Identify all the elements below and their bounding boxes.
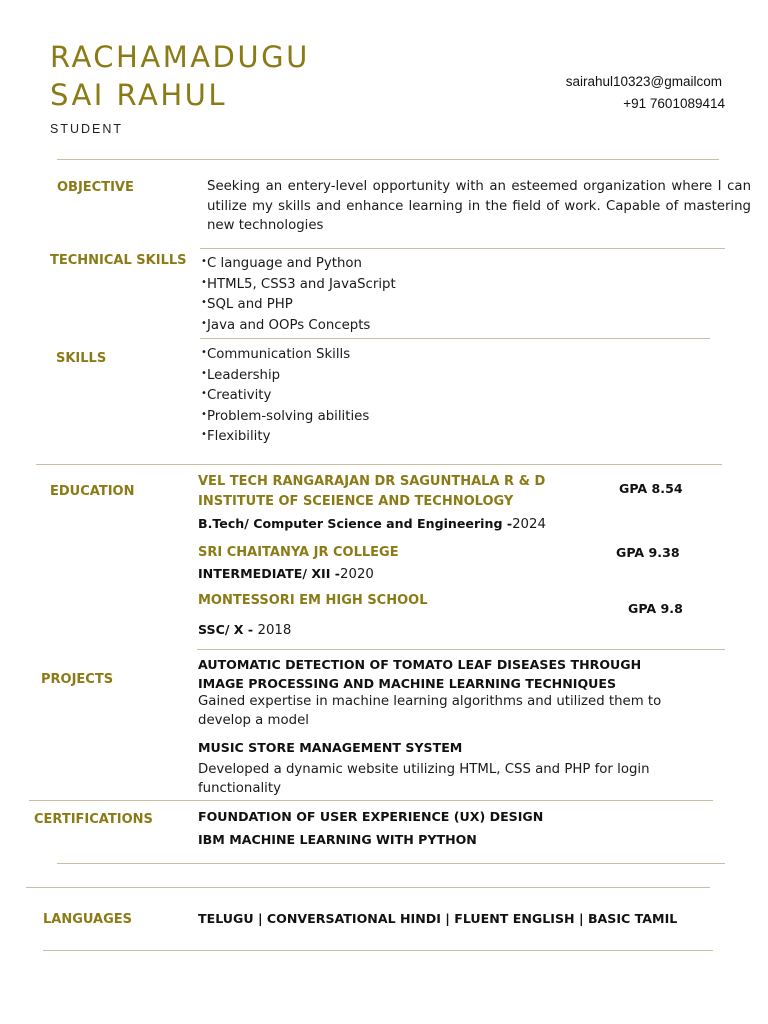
divider xyxy=(26,887,710,888)
project-desc-line: functionality xyxy=(198,781,281,796)
section-title-certifications: CERTIFICATIONS xyxy=(34,812,153,827)
section-title-technical-skills: TECHNICAL SKILLS xyxy=(50,253,187,268)
institution-name xyxy=(198,472,545,512)
project-title xyxy=(198,655,641,693)
list-item: • Java and OOPs Concepts xyxy=(201,316,396,337)
institution-line: INSTITUTE OF SCEIENCE AND TECHNOLOGY xyxy=(198,494,514,509)
project-desc-line: Gained expertise in machine learning algorithms and utilized them to xyxy=(198,694,662,709)
skills-list xyxy=(201,345,369,448)
certification-item: IBM MACHINE LEARNING WITH PYTHON xyxy=(198,832,477,847)
list-item: • Leadership xyxy=(201,366,369,387)
divider xyxy=(57,863,725,864)
list-item: • HTML5, CSS3 and JavaScript xyxy=(201,275,396,296)
divider xyxy=(36,464,722,465)
divider xyxy=(43,950,713,951)
institution-name: SRI CHAITANYA JR COLLEGE xyxy=(198,545,399,560)
project-description xyxy=(198,692,661,730)
degree-year: 2024 xyxy=(512,517,546,532)
languages-list: TELUGU | CONVERSATIONAL HINDI | FLUENT ENGLISH | BASIC TAMIL xyxy=(198,911,678,926)
list-item: • SQL and PHP xyxy=(201,295,396,316)
gpa-value: GPA 9.38 xyxy=(616,545,680,560)
list-item: • Creativity xyxy=(201,386,369,407)
divider xyxy=(29,800,713,801)
list-item: • Communication Skills xyxy=(201,345,369,366)
name-line-1: RACHAMADUGU xyxy=(50,40,310,74)
gpa-value: GPA 8.54 xyxy=(619,481,683,496)
institution-line: VEL TECH RANGARAJAN DR SAGUNTHALA R & D xyxy=(198,474,546,489)
project-title-line: IMAGE PROCESSING AND MACHINE LEARNING TECHNIQUES xyxy=(198,676,617,691)
divider xyxy=(197,649,725,650)
section-title-languages: LANGUAGES xyxy=(43,912,133,927)
email[interactable]: sairahul10323@gmailcom xyxy=(565,74,722,89)
degree xyxy=(198,516,546,532)
project-desc-line: Developed a dynamic website utilizing HTML, CSS and PHP for login xyxy=(198,762,650,777)
project-desc-line: develop a model xyxy=(198,713,309,728)
degree xyxy=(198,622,291,638)
divider xyxy=(57,159,719,160)
name-line-2: SAI RAHUL xyxy=(50,78,228,112)
degree-name: B.Tech/ Computer Science and Engineering - xyxy=(198,516,513,531)
institution-name: MONTESSORI EM HIGH SCHOOL xyxy=(198,593,428,608)
project-description xyxy=(198,760,650,798)
divider xyxy=(200,248,725,249)
degree-name: INTERMEDIATE/ XII - xyxy=(198,566,341,581)
project-title-line: AUTOMATIC DETECTION OF TOMATO LEAF DISEASES THROUGH xyxy=(198,657,642,672)
degree-name: SSC/ X - xyxy=(198,622,258,637)
role-title: STUDENT xyxy=(50,122,124,136)
degree xyxy=(198,566,374,582)
degree-year: 2018 xyxy=(257,623,292,638)
list-item: • Flexibility xyxy=(201,427,369,448)
list-item: • C language and Python xyxy=(201,254,396,275)
list-item: • Problem-solving abilities xyxy=(201,407,369,428)
section-title-projects: PROJECTS xyxy=(41,672,114,687)
section-title-objective: OBJECTIVE xyxy=(57,180,134,195)
section-title-skills: SKILLS xyxy=(56,351,107,366)
gpa-value: GPA 9.8 xyxy=(628,601,683,616)
section-title-education: EDUCATION xyxy=(50,484,135,499)
objective-text: Seeking an entery-level opportunity with an esteemed organization where I can utilize my skills and enhance learning in the field of work. Capable of mastering new technologies xyxy=(207,179,751,233)
certification-item: FOUNDATION OF USER EXPERIENCE (UX) DESIGN xyxy=(198,809,544,824)
divider xyxy=(200,338,710,339)
phone[interactable]: +91 7601089414 xyxy=(623,96,725,111)
project-title: MUSIC STORE MANAGEMENT SYSTEM xyxy=(198,740,463,755)
degree-year: 2020 xyxy=(340,567,374,582)
technical-skills-list xyxy=(201,254,396,336)
